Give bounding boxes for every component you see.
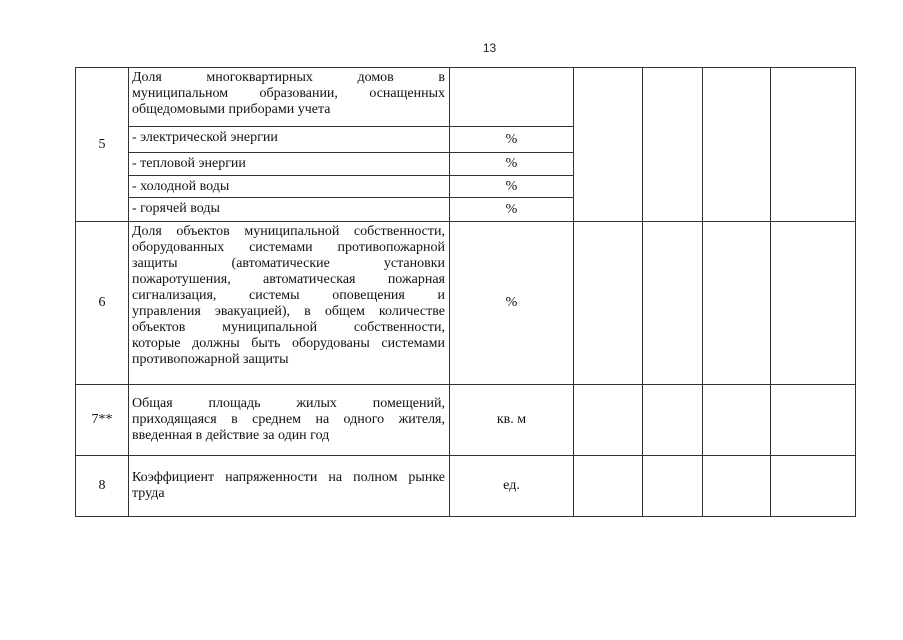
title-line: которые должны быть оборудованы системами xyxy=(132,336,445,351)
value-cell xyxy=(771,385,856,456)
value-cell xyxy=(703,68,771,222)
unit-cell xyxy=(450,68,574,127)
sub-item-label: - электрической энергии xyxy=(129,127,450,153)
title-line: муниципальном образовании, оснащенных xyxy=(132,86,445,101)
value-cell xyxy=(703,456,771,517)
title-line: сигнализация, системы оповещения и xyxy=(132,288,445,303)
sub-item-label: - холодной воды xyxy=(129,176,450,198)
title-line: пожаротушения, автоматическая пожарная xyxy=(132,272,445,287)
title-line: труда xyxy=(132,486,165,501)
unit-cell: % xyxy=(450,198,574,222)
title-line: противопожарной защиты xyxy=(132,352,289,367)
unit-cell: % xyxy=(450,127,574,153)
unit-cell: % xyxy=(450,222,574,385)
value-cell xyxy=(703,222,771,385)
title-line: Коэффициент напряженности на полном рынке xyxy=(132,470,445,485)
title-line: управления эвакуацией), в общем количестве xyxy=(132,304,445,319)
row-number: 6 xyxy=(76,222,129,385)
row-title xyxy=(129,68,450,127)
title-line: объектов муниципальной собственности, xyxy=(132,320,445,335)
title-line: Доля многоквартирных домов в xyxy=(132,70,445,85)
page-number: 13 xyxy=(482,41,497,55)
value-cell xyxy=(574,222,643,385)
table-row xyxy=(76,222,856,385)
value-cell xyxy=(574,68,643,222)
unit-cell: кв. м xyxy=(450,385,574,456)
table-row xyxy=(76,385,856,456)
unit-cell: % xyxy=(450,176,574,198)
row-number: 5 xyxy=(76,68,129,222)
sub-item-label: - горячей воды xyxy=(129,198,450,222)
unit-cell: ед. xyxy=(450,456,574,517)
row-title xyxy=(129,385,450,456)
title-line: общедомовыми приборами учета xyxy=(132,102,331,117)
title-line: приходящаяся в среднем на одного жителя, xyxy=(132,412,445,427)
value-cell xyxy=(574,456,643,517)
table-row xyxy=(76,456,856,517)
title-line: введенная в действие за один год xyxy=(132,428,330,443)
title-line: Общая площадь жилых помещений, xyxy=(132,396,445,411)
row-title xyxy=(129,222,450,385)
title-line: защиты (автоматические установки xyxy=(132,256,445,271)
title-line: Доля объектов муниципальной собственности, xyxy=(132,224,445,239)
value-cell xyxy=(771,456,856,517)
sub-item-label: - тепловой энергии xyxy=(129,153,450,176)
table-row xyxy=(76,68,856,127)
row-title xyxy=(129,456,450,517)
value-cell xyxy=(643,222,703,385)
value-cell xyxy=(643,456,703,517)
value-cell xyxy=(643,68,703,222)
value-cell xyxy=(643,385,703,456)
value-cell xyxy=(574,385,643,456)
unit-cell: % xyxy=(450,153,574,176)
value-cell xyxy=(703,385,771,456)
indicators-table xyxy=(75,67,856,517)
value-cell xyxy=(771,222,856,385)
title-line: оборудованных системами противопожарной xyxy=(132,240,445,255)
value-cell xyxy=(771,68,856,222)
row-number: 7** xyxy=(76,385,129,456)
row-number: 8 xyxy=(76,456,129,517)
